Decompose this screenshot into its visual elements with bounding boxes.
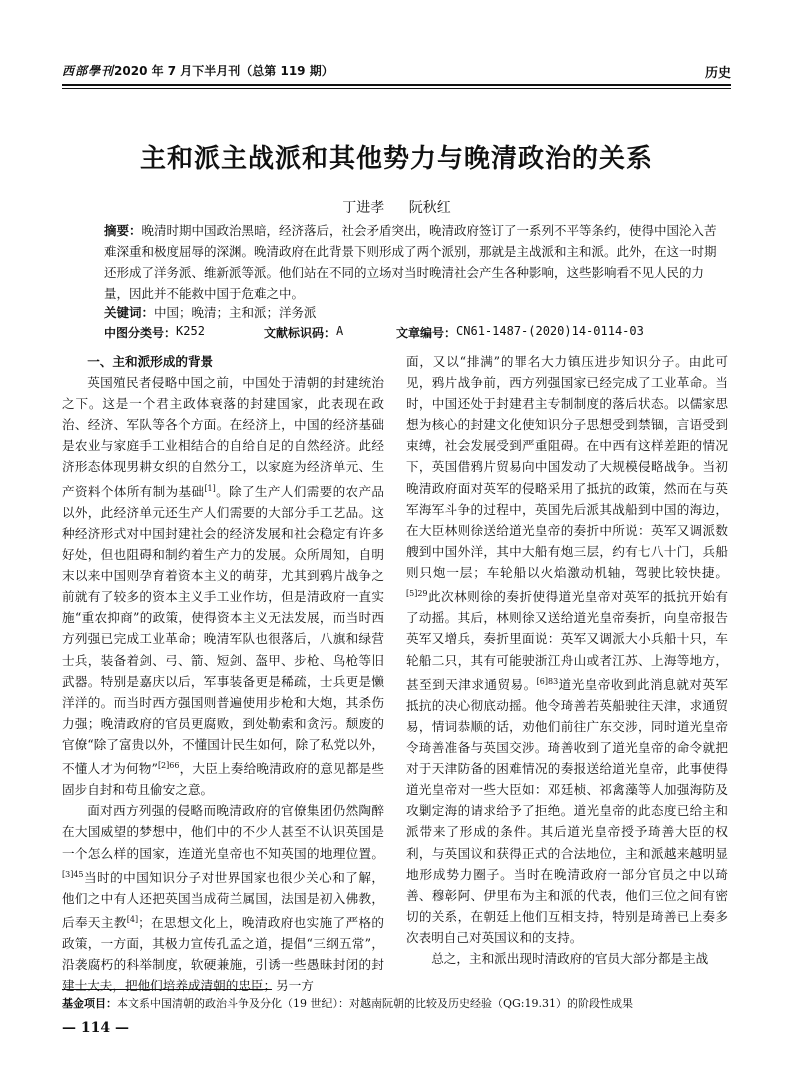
journal-logo: 西部學刊 xyxy=(62,64,115,78)
header-rule-thin xyxy=(62,88,731,89)
paragraph xyxy=(62,800,384,996)
paragraph-text: ，大臣上奏给晚清政府的意见都是些固步自封和苟且偷安之意。 xyxy=(62,761,384,798)
abstract xyxy=(104,220,727,304)
doc-code-value: A xyxy=(336,324,344,338)
paragraph-text: 当时的中国知识分子对世界国家也很少关心和了解，他们之中有人还把英国当成荷兰属国，法国是初入佛教，后奉天主教 xyxy=(62,869,384,931)
paragraph-text: 道光皇帝收到此消息就对英军抵抗的决心彻底动摇。他令琦善若英船驶往天津，求通贸易，情词恭顺的话，劝他们前往广东交涉，同时道光皇帝令琦善准备与英国交涉。琦善收到了道光皇帝的命令就把对于天津防备的困难情况的奏报送给道光皇帝，此事使得道光皇帝对一些大臣如：邓廷桢、祁禽藻等人加强海防及攻剿定海的请求给予了拒绝。道光皇帝的此态度已给主和派带来了形成的条件。其后道光皇帝授予琦善大臣的权利，与英国议和获得正式的合法地位，主和派越来越明显地形成势力圈子。当时在晚清政府一部分官员之中以琦善、穆彰阿、伊里布为主和派的代表，他们三位之间有密切的关系，在朝廷上他们互相支持，特别是琦善已上奏多次表明自己对英国议和的支持。 xyxy=(406,676,729,945)
paragraph-text: 英国殖民者侵略中国之前，中国处于清朝的封建统治之下。这是一个君主政体衰落的封建国家，此表现在政治、经济、军队等各个方面。在经济上，中国的经济基础是农业与家庭手工业相结合的自给自足的自然经济。此经济形态体现男耕女织的自然分工，以家庭为经济单元、生产资料个体所有制为基础 xyxy=(62,375,384,499)
header-rule xyxy=(62,84,731,86)
body-column-left xyxy=(62,351,384,997)
clc-label: 中图分类号： xyxy=(104,326,177,340)
citation: [5]29 xyxy=(406,589,428,599)
clc-field xyxy=(104,324,205,341)
article-no-field xyxy=(396,324,644,341)
doc-code-field xyxy=(264,324,344,341)
citation: [3]45 xyxy=(62,869,84,879)
paragraph xyxy=(406,948,728,969)
keywords-label: 关键词： xyxy=(104,305,155,320)
footnote-rule xyxy=(62,989,272,990)
abstract-text: 晚清时期中国政治黑暗，经济落后，社会矛盾突出，晚清政府签订了一系列不平等条约，使得中国沦入苦难深重和极度屈辱的深渊。晚清政府在此背景下则形成了两个派别，那就是主战派和主和派。此外，在这一时期还形成了洋务派、维新派等派。他们站在不同的立场对当时晚清社会产生各种影响，这些影响看不见人民的力量，因此并不能救中国于危难之中。 xyxy=(104,223,717,301)
paragraph xyxy=(406,351,728,948)
paragraph-text: ；在思想文化上，晚清政府也实施了严格的政策，一方面，其极力宣传孔孟之道，提倡“三纲五常”，沿袭腐朽的科举制度，软硬兼施，引诱一些愚昧封闭的封建士大夫，把他们培养成清朝的忠臣；另一方 xyxy=(62,915,385,994)
paragraph-text: 。除了生产人们需要的农产品以外，此经济单元还生产人们需要的大部分手工艺品。这种经济形式对中国封建社会的经济发展和社会稳定有许多好处，但也阻碍和制约着生产力的发展。众所周知，自明末以来中国则孕育着资本主义的萌芽，尤其到鸦片战争之前就有了较多的资本主义手工业作坊，但是清政府一直实施“重农抑商”的政策，使得资本主义无法发展，而当时西方列强已完成工业革命；晚清军队也很落后，八旗和绿营士兵，装备着剑、弓、箭、短剑、盔甲、步枪、鸟枪等旧武器。特别是嘉庆以后，军事装备更是稀疏，士兵更是懒洋洋的。而当时西方强国则普遍使用步枪和大炮，其杀伤力强；晚清政府的官员更腐败，到处勒索和贪污。颓废的官僚“除了富贵以外，不懂国计民生如何，除了私党以外，不懂人才为何物” xyxy=(62,483,385,777)
fund-label: 基金项目： xyxy=(62,997,117,1010)
article-no-label: 文章编号： xyxy=(396,326,457,340)
citation: [6]83 xyxy=(536,676,559,686)
abstract-label: 摘要： xyxy=(104,223,142,238)
paragraph-text: 此次林则徐的奏折使得道光皇帝对英军的抵抗开始有了动摇。其后，林则徐又送给道光皇帝奏折，向皇帝报告英军又增兵，奏折里面说：英军又调派大小兵船十只，车轮船二只，其有可能驶浙江舟山或者江苏、上海等地方，甚至到天津求通贸易。 xyxy=(406,589,728,692)
paragraph-text: 面对西方列强的侵略而晚清政府的官僚集团仍然陶醉在大国威望的梦想中，他们中的不少人甚至不认识英国是一个怎么样的国家，连道光皇帝也不知英国的地理位置。 xyxy=(62,803,384,861)
article-no-value: CN61-1487-(2020)14-0114-03 xyxy=(456,324,644,338)
citation: [1] xyxy=(204,483,216,493)
paragraph-text: 面，又以“排满”的罪名大力镇压进步知识分子。由此可见，鸦片战争前，西方列强国家已经完成了工业革命。当时，中国还处于封建君主专制制度的落后状态。以儒家思想为核心的封建文化使知识分子思想受到禁锢，言语受到束缚，社会发展受到严重阻碍。在中西有这样差距的情况下，英国借鸦片贸易向中国发动了大规模侵略战争。当初晚清政府面对英军的侵略采用了抵抗的政策，然而在与英军海军斗争的过程中，英国先后派其战船到中国的海边，在大臣林则徐送给道光皇帝的奏折中所说：英军又调派数艘到中国外洋，其中大船有炮三层，约有七八十门，兵船则只炮一层；车轮船以火焰激动机轴，驾驶比较快捷。 xyxy=(406,354,728,580)
keywords xyxy=(104,303,727,321)
page-header xyxy=(62,62,731,82)
keywords-text: 中国；晚清；主和派；洋务派 xyxy=(154,305,317,320)
article-authors: 丁进孝 阮秋红 xyxy=(342,200,451,216)
page-number: — 114 — xyxy=(62,1020,129,1036)
fund-note xyxy=(62,995,731,1011)
paragraph-text: 总之，主和派出现时清政府的官员大部分都是主战 xyxy=(431,951,709,966)
citation: [2]66 xyxy=(157,760,180,770)
section-label: 历史 xyxy=(704,66,731,81)
section-heading: 一、主和派形成的背景 xyxy=(87,354,214,369)
body-column-right xyxy=(406,351,728,969)
article-title: 主和派主战派和其他势力与晚清政治的关系 xyxy=(139,144,653,174)
journal-issue: 2020 年 7 月下半月刊（总第 119 期） xyxy=(114,64,334,78)
fund-text: 本文系中国清朝的政治斗争及分化（19 世纪）：对越南阮朝的比较及历史经验（QG:19.31）的阶段性成果 xyxy=(117,997,633,1010)
doc-code-label: 文献标识码： xyxy=(264,326,337,340)
journal-issue-line xyxy=(62,62,334,79)
paragraph xyxy=(62,372,384,800)
clc-value: K252 xyxy=(176,324,205,338)
citation: [4] xyxy=(126,915,139,924)
